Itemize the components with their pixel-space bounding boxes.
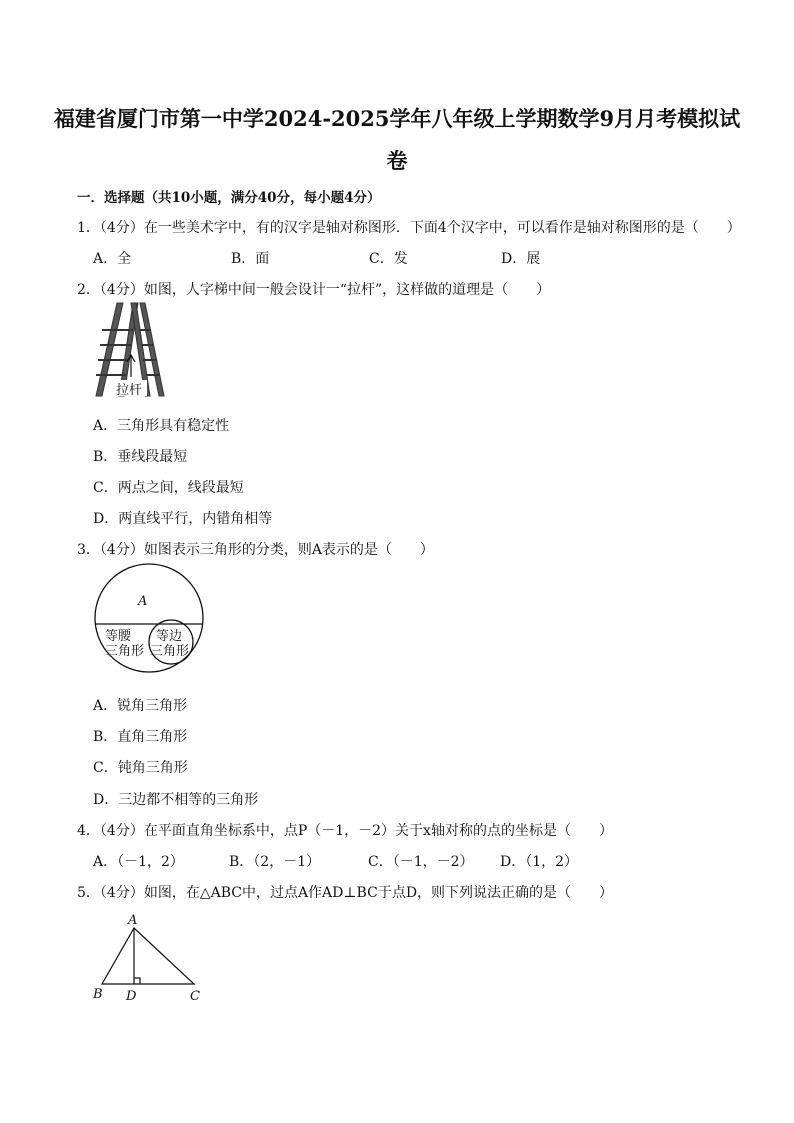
q3-option-b: B．直角三角形 — [93, 729, 188, 745]
q3-option-a: A．锐角三角形 — [93, 698, 188, 714]
title-line-1: 福建省厦门市第一中学2024-2025学年八年级上学期数学9月月考模拟试 — [53, 106, 741, 131]
question-3-stem: 3．（4分）如图表示三角形的分类，则A表示的是（ ） — [77, 542, 434, 558]
triangle-classification-diagram — [93, 562, 207, 676]
section-heading: 一．选择题（共10小题，满分40分，每小题4分） — [77, 190, 381, 206]
triangle-abc-figure — [90, 910, 208, 1005]
question-5-stem: 5．（4分）如图，在△ABC中，过点A作AD⊥BC于点D，则下列说法正确的是（ ） — [77, 885, 614, 901]
vertex-c-label: C — [190, 989, 200, 1004]
equilateral-label-2: 三角形 — [150, 644, 190, 659]
question-1-stem: 1．（4分）在一些美术字中，有的汉字是轴对称图形．下面4个汉字中，可以看作是轴对称图形的是（ ） — [77, 220, 741, 236]
q3-option-d: D．三边都不相等的三角形 — [93, 792, 259, 808]
title-line-2: 卷 — [386, 148, 408, 173]
q1-option-b: B．面 — [231, 251, 270, 267]
q1-option-a: A．全 — [93, 251, 132, 267]
isosceles-label-1: 等腰 — [105, 629, 132, 644]
q2-option-b: B．垂线段最短 — [93, 449, 188, 465]
q4-option-a: A．（－1，2） — [93, 854, 184, 870]
ladder-figure — [93, 300, 165, 398]
vertex-a-label: A — [128, 913, 138, 928]
q2-option-c: C．两点之间，线段最短 — [93, 480, 244, 496]
q1-option-c: C．发 — [369, 251, 408, 267]
q2-option-d: D．两直线平行，内错角相等 — [93, 511, 273, 527]
isosceles-label-2: 三角形 — [105, 644, 145, 659]
point-d-label: D — [126, 989, 137, 1004]
q4-option-b: B．（2，－1） — [229, 854, 321, 870]
q2-option-a: A．三角形具有稳定性 — [93, 418, 230, 434]
ladder-rod-label: 拉杆 — [116, 383, 143, 398]
region-a-label: A — [138, 594, 148, 609]
q3-option-c: C．钝角三角形 — [93, 760, 188, 776]
q4-option-c: C．（－1，－2） — [368, 854, 474, 870]
equilateral-label-1: 等边 — [156, 629, 183, 644]
question-2-stem: 2．（4分）如图，人字梯中间一般会设计一“拉杆”，这样做的道理是（ ） — [77, 282, 551, 298]
q1-option-d: D．展 — [501, 251, 541, 267]
question-4-stem: 4．（4分）在平面直角坐标系中，点P（－1，－2）关于x轴对称的点的坐标是（ ） — [77, 823, 613, 839]
vertex-b-label: B — [93, 987, 103, 1002]
q4-option-d: D．（1，2） — [500, 854, 579, 870]
